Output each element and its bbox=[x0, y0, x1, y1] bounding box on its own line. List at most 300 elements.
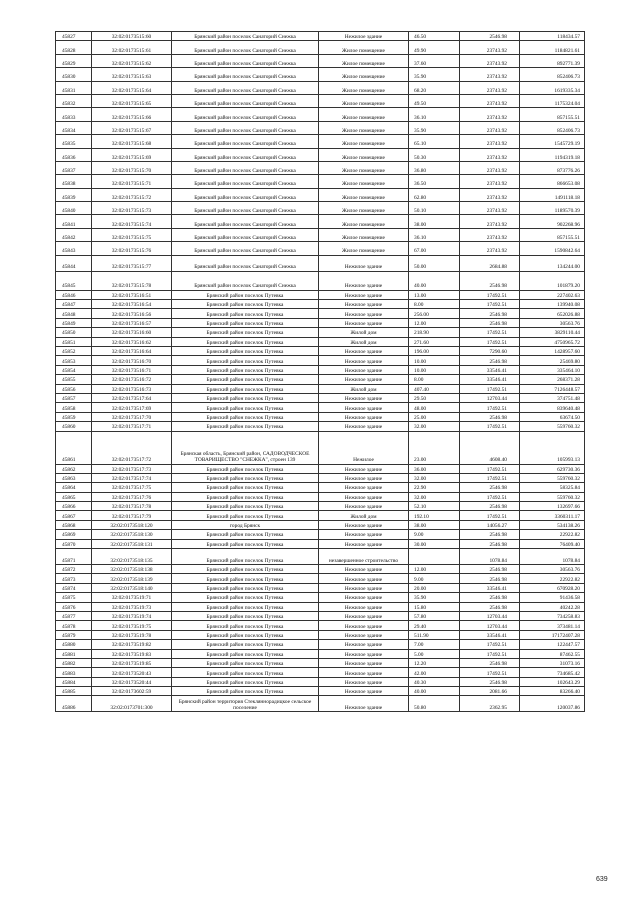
area-cell: 49.50 bbox=[409, 94, 460, 107]
unit-value-cell: 12703.44 bbox=[460, 611, 520, 620]
row-number-cell: 45882 bbox=[56, 658, 92, 667]
area-cell: 12.00 bbox=[409, 565, 460, 574]
address-cell: Брянский район поселок Путевка bbox=[172, 464, 319, 473]
cadastral-value-cell: 892771.39 bbox=[520, 54, 585, 67]
cadastral-number-cell: 32:02:0173518:138 bbox=[92, 565, 172, 574]
table-row bbox=[56, 356, 585, 365]
table-row bbox=[56, 228, 585, 241]
address-cell: Брянский район поселок Путевка bbox=[172, 539, 319, 548]
unit-value-cell: 23743.92 bbox=[460, 161, 520, 174]
area-cell: 62.80 bbox=[409, 188, 460, 201]
row-number-cell: 45881 bbox=[56, 649, 92, 658]
cadastral-value-cell: 4750965.72 bbox=[520, 337, 585, 346]
address-cell: Брянский район поселок Путевка bbox=[172, 346, 319, 355]
address-cell: Брянский район поселок Путевка bbox=[172, 658, 319, 667]
unit-value-cell: 17492.51 bbox=[460, 492, 520, 501]
cadastral-number-cell: 32:02:0173518:140 bbox=[92, 583, 172, 592]
object-type-cell: Нежилое здание bbox=[319, 530, 409, 539]
address-cell: Брянский район поселок Путевка bbox=[172, 511, 319, 520]
row-number-cell: 45855 bbox=[56, 375, 92, 384]
cadastral-value-cell: 857155.51 bbox=[520, 108, 585, 121]
row-number-cell: 45865 bbox=[56, 492, 92, 501]
unit-value-cell: 2546.98 bbox=[460, 593, 520, 602]
area-cell: 38.00 bbox=[409, 520, 460, 529]
row-number-cell: 45831 bbox=[56, 81, 92, 94]
unit-value-cell: 2546.98 bbox=[460, 412, 520, 421]
row-number-cell: 45833 bbox=[56, 108, 92, 121]
area-cell: 36.80 bbox=[409, 161, 460, 174]
table-row bbox=[56, 161, 585, 174]
row-number-cell: 45853 bbox=[56, 356, 92, 365]
unit-value-cell: 2546.98 bbox=[460, 309, 520, 318]
area-cell: 9.00 bbox=[409, 530, 460, 539]
cadastral-number-cell: 32:02:0173519:82 bbox=[92, 640, 172, 649]
address-cell: Брянский район поселок Путевка bbox=[172, 356, 319, 365]
table-row bbox=[56, 602, 585, 611]
unit-value-cell: 23743.92 bbox=[460, 228, 520, 241]
area-cell: 8.00 bbox=[409, 300, 460, 309]
object-type-cell: Жилое помещение bbox=[319, 161, 409, 174]
object-type-cell: Нежилое здание bbox=[319, 492, 409, 501]
object-type-cell: Жилой дом bbox=[319, 328, 409, 337]
cadastral-number-cell: 32:02:0173701:300 bbox=[92, 696, 172, 712]
object-type-cell: Нежилое здание bbox=[319, 375, 409, 384]
unit-value-cell: 14056.27 bbox=[460, 520, 520, 529]
row-number-cell: 45859 bbox=[56, 412, 92, 421]
object-type-cell: незавершенное строительство bbox=[319, 549, 409, 565]
table-row bbox=[56, 422, 585, 431]
cadastral-value-cell: 118434.57 bbox=[520, 32, 585, 41]
unit-value-cell: 23743.92 bbox=[460, 188, 520, 201]
cadastral-number-cell: 32:02:0173515:64 bbox=[92, 81, 172, 94]
table-row bbox=[56, 375, 585, 384]
cadastral-value-cell: 22922.82 bbox=[520, 530, 585, 539]
cadastral-value-cell: 1194319.18 bbox=[520, 148, 585, 161]
table-row bbox=[56, 384, 585, 393]
area-cell: 37.60 bbox=[409, 54, 460, 67]
cadastral-value-cell: 559760.32 bbox=[520, 422, 585, 431]
row-number-cell: 45884 bbox=[56, 677, 92, 686]
object-type-cell: Жилой дом bbox=[319, 384, 409, 393]
row-number-cell: 45858 bbox=[56, 403, 92, 412]
cadastral-number-cell: 32:02:0173517:78 bbox=[92, 502, 172, 511]
address-cell: Брянский район поселок Санаторий Снежка bbox=[172, 32, 319, 41]
object-type-cell: Жилой дом bbox=[319, 511, 409, 520]
object-type-cell: Нежилое здание bbox=[319, 593, 409, 602]
cadastral-value-cell: 559760.32 bbox=[520, 492, 585, 501]
unit-value-cell: 2546.98 bbox=[460, 602, 520, 611]
cadastral-number-cell: 32:02:0173517:69 bbox=[92, 403, 172, 412]
area-cell: 46.50 bbox=[409, 32, 460, 41]
cadastral-value-cell: 902268.96 bbox=[520, 215, 585, 228]
row-number-cell: 45845 bbox=[56, 271, 92, 290]
address-cell: Брянский район поселок Путевка bbox=[172, 611, 319, 620]
cadastral-number-cell: 32:02:0173520:43 bbox=[92, 668, 172, 677]
area-cell: 13.00 bbox=[409, 290, 460, 299]
address-cell: Брянский район поселок Путевка bbox=[172, 375, 319, 384]
page-number: 639 bbox=[596, 876, 608, 883]
cadastral-value-cell: 1428957.60 bbox=[520, 346, 585, 355]
cadastral-value-cell: 852406.73 bbox=[520, 121, 585, 134]
cadastral-value-cell: 63674.50 bbox=[520, 412, 585, 421]
cadastral-value-cell: 101879.20 bbox=[520, 271, 585, 290]
table-row bbox=[56, 668, 585, 677]
object-type-cell: Нежилое здание bbox=[319, 583, 409, 592]
row-number-cell: 45883 bbox=[56, 668, 92, 677]
object-type-cell: Жилое помещение bbox=[319, 81, 409, 94]
row-number-cell: 45857 bbox=[56, 393, 92, 402]
area-cell: 50.80 bbox=[409, 696, 460, 712]
unit-value-cell: 23743.92 bbox=[460, 41, 520, 54]
object-type-cell: Нежилое bbox=[319, 431, 409, 464]
object-type-cell: Нежилое здание bbox=[319, 393, 409, 402]
cadastral-number-cell: 32:02:0173517:72 bbox=[92, 431, 172, 464]
address-cell: Брянский район поселок Путевка bbox=[172, 687, 319, 696]
table-row bbox=[56, 202, 585, 215]
address-cell: Брянский район поселок Путевка bbox=[172, 593, 319, 602]
address-cell: Брянский район поселок Путевка bbox=[172, 422, 319, 431]
row-number-cell: 45860 bbox=[56, 422, 92, 431]
address-cell: Брянский район поселок Санаторий Снежка bbox=[172, 108, 319, 121]
area-cell: 192.10 bbox=[409, 511, 460, 520]
address-cell: Брянский район поселок Путевка bbox=[172, 583, 319, 592]
table-row bbox=[56, 583, 585, 592]
area-cell: 29.50 bbox=[409, 393, 460, 402]
area-cell: 50.10 bbox=[409, 202, 460, 215]
area-cell: 407.40 bbox=[409, 384, 460, 393]
cadastral-number-cell: 32:02:0173517:79 bbox=[92, 511, 172, 520]
object-type-cell: Жилое помещение bbox=[319, 242, 409, 255]
row-number-cell: 45842 bbox=[56, 228, 92, 241]
cadastral-number-cell: 32:02:0173515:70 bbox=[92, 161, 172, 174]
cadastral-number-cell: 32:02:0173517:71 bbox=[92, 422, 172, 431]
cadastral-number-cell: 32:02:0173519:71 bbox=[92, 593, 172, 602]
table-row bbox=[56, 365, 585, 374]
address-cell: Брянский район поселок Санаторий Снежка bbox=[172, 121, 319, 134]
unit-value-cell: 23743.92 bbox=[460, 135, 520, 148]
cadastral-number-cell: 32:02:0173515:62 bbox=[92, 54, 172, 67]
row-number-cell: 45835 bbox=[56, 135, 92, 148]
row-number-cell: 45866 bbox=[56, 502, 92, 511]
cadastral-number-cell: 32:02:0173516:56 bbox=[92, 309, 172, 318]
cadastral-value-cell: 31073.16 bbox=[520, 658, 585, 667]
cadastral-value-cell: 1491118.18 bbox=[520, 188, 585, 201]
unit-value-cell: 2684.88 bbox=[460, 255, 520, 271]
area-cell: 12.00 bbox=[409, 318, 460, 327]
cadastral-value-cell: 17172407.28 bbox=[520, 630, 585, 639]
row-number-cell: 45876 bbox=[56, 602, 92, 611]
address-cell: Брянский район поселок Путевка bbox=[172, 483, 319, 492]
row-number-cell: 45832 bbox=[56, 94, 92, 107]
unit-value-cell: 17492.51 bbox=[460, 337, 520, 346]
row-number-cell: 45847 bbox=[56, 300, 92, 309]
unit-value-cell: 1078.84 bbox=[460, 549, 520, 565]
address-cell: Брянский район поселок Путевка bbox=[172, 318, 319, 327]
area-cell: 15.80 bbox=[409, 602, 460, 611]
table-row bbox=[56, 611, 585, 620]
cadastral-number-cell: 32:02:0173518:131 bbox=[92, 539, 172, 548]
address-cell: Брянский район поселок Санаторий Снежка bbox=[172, 202, 319, 215]
address-cell: город Брянск bbox=[172, 520, 319, 529]
table-row bbox=[56, 431, 585, 464]
cadastral-number-cell: 32:02:0173515:76 bbox=[92, 242, 172, 255]
unit-value-cell: 12703.44 bbox=[460, 393, 520, 402]
object-type-cell: Нежилое здание bbox=[319, 677, 409, 686]
unit-value-cell: 17492.51 bbox=[460, 422, 520, 431]
cadastral-number-cell: 32:02:0173517:75 bbox=[92, 483, 172, 492]
address-cell: Брянский район поселок Санаторий Снежка bbox=[172, 188, 319, 201]
address-cell: Брянский район поселок Путевка bbox=[172, 290, 319, 299]
address-cell: Брянский район поселок Санаторий Снежка bbox=[172, 135, 319, 148]
row-number-cell: 45872 bbox=[56, 565, 92, 574]
cadastral-value-cell: 3360311.17 bbox=[520, 511, 585, 520]
address-cell: Брянский район поселок Путевка bbox=[172, 621, 319, 630]
table-row bbox=[56, 32, 585, 41]
area-cell: 36.10 bbox=[409, 108, 460, 121]
row-number-cell: 45850 bbox=[56, 328, 92, 337]
table-row bbox=[56, 403, 585, 412]
table-row bbox=[56, 520, 585, 529]
cadastral-value-cell: 734685.42 bbox=[520, 668, 585, 677]
object-type-cell: Нежилое здание bbox=[319, 668, 409, 677]
object-type-cell: Жилое помещение bbox=[319, 54, 409, 67]
address-cell: Брянский район поселок Санаторий Снежка bbox=[172, 54, 319, 67]
address-cell: Брянский район поселок Санаторий Снежка bbox=[172, 215, 319, 228]
table-row bbox=[56, 175, 585, 188]
table-row bbox=[56, 81, 585, 94]
table-row bbox=[56, 574, 585, 583]
object-type-cell: Жилое помещение bbox=[319, 121, 409, 134]
cadastral-number-cell: 32:02:0173518:120 bbox=[92, 520, 172, 529]
unit-value-cell: 2546.98 bbox=[460, 32, 520, 41]
unit-value-cell: 2081.66 bbox=[460, 687, 520, 696]
unit-value-cell: 2546.98 bbox=[460, 271, 520, 290]
cadastral-number-cell: 32:02:0173517:64 bbox=[92, 393, 172, 402]
row-number-cell: 45875 bbox=[56, 593, 92, 602]
table-row bbox=[56, 621, 585, 630]
area-cell: 50.30 bbox=[409, 148, 460, 161]
object-type-cell: Нежилое здание bbox=[319, 356, 409, 365]
cadastral-number-cell: 32:02:0173515:71 bbox=[92, 175, 172, 188]
cadastral-number-cell: 32:02:0173602:59 bbox=[92, 687, 172, 696]
cadastral-number-cell: 32:02:0173515:66 bbox=[92, 108, 172, 121]
cadastral-number-cell: 32:02:0173516:72 bbox=[92, 375, 172, 384]
row-number-cell: 45840 bbox=[56, 202, 92, 215]
cadastral-number-cell: 32:02:0173516:60 bbox=[92, 328, 172, 337]
address-cell: Брянский район поселок Путевка bbox=[172, 412, 319, 421]
object-type-cell: Жилое помещение bbox=[319, 188, 409, 201]
object-type-cell: Нежилое здание bbox=[319, 483, 409, 492]
cadastral-number-cell: 32:02:0173515:60 bbox=[92, 32, 172, 41]
cadastral-number-cell: 32:02:0173515:78 bbox=[92, 271, 172, 290]
area-cell: 40.00 bbox=[409, 687, 460, 696]
object-type-cell: Жилое помещение bbox=[319, 202, 409, 215]
address-cell: Брянский район поселок Санаторий Снежка bbox=[172, 148, 319, 161]
object-type-cell: Нежилое здание bbox=[319, 611, 409, 620]
table-body bbox=[56, 32, 585, 712]
address-cell: Брянский район поселок Путевка bbox=[172, 365, 319, 374]
cadastral-number-cell: 32:02:0173515:74 bbox=[92, 215, 172, 228]
area-cell: 32.00 bbox=[409, 422, 460, 431]
area-cell: 57.80 bbox=[409, 611, 460, 620]
area-cell: 32.00 bbox=[409, 473, 460, 482]
object-type-cell: Нежилое здание bbox=[319, 602, 409, 611]
cadastral-number-cell: 32:02:0173515:73 bbox=[92, 202, 172, 215]
unit-value-cell: 23743.92 bbox=[460, 68, 520, 81]
cadastral-number-cell: 32:02:0173519:85 bbox=[92, 658, 172, 667]
unit-value-cell: 2546.98 bbox=[460, 539, 520, 548]
area-cell: 256.00 bbox=[409, 309, 460, 318]
table-row bbox=[56, 318, 585, 327]
cadastral-value-cell: 534138.26 bbox=[520, 520, 585, 529]
object-type-cell: Жилой дом bbox=[319, 337, 409, 346]
area-cell: 40.00 bbox=[409, 271, 460, 290]
address-cell: Брянский район поселок Путевка bbox=[172, 630, 319, 639]
table-row bbox=[56, 135, 585, 148]
cadastral-value-cell: 3829110.44 bbox=[520, 328, 585, 337]
unit-value-cell: 33546.41 bbox=[460, 375, 520, 384]
cadastral-number-cell: 32:02:0173520:44 bbox=[92, 677, 172, 686]
unit-value-cell: 23743.92 bbox=[460, 81, 520, 94]
row-number-cell: 45856 bbox=[56, 384, 92, 393]
cadastral-value-cell: 30563.76 bbox=[520, 318, 585, 327]
area-cell: 20.00 bbox=[409, 583, 460, 592]
row-number-cell: 45877 bbox=[56, 611, 92, 620]
unit-value-cell: 23743.92 bbox=[460, 202, 520, 215]
cadastral-value-cell: 559760.32 bbox=[520, 473, 585, 482]
row-number-cell: 45873 bbox=[56, 574, 92, 583]
area-cell: 196.00 bbox=[409, 346, 460, 355]
cadastral-number-cell: 32:02:0173517:76 bbox=[92, 492, 172, 501]
table-row bbox=[56, 41, 585, 54]
cadastral-value-cell: 122447.57 bbox=[520, 640, 585, 649]
table-row bbox=[56, 148, 585, 161]
table-row bbox=[56, 549, 585, 565]
area-cell: 42.00 bbox=[409, 668, 460, 677]
unit-value-cell: 17492.51 bbox=[460, 649, 520, 658]
unit-value-cell: 2546.98 bbox=[460, 356, 520, 365]
table-row bbox=[56, 346, 585, 355]
row-number-cell: 45848 bbox=[56, 309, 92, 318]
cadastral-number-cell: 32:02:0173518:139 bbox=[92, 574, 172, 583]
object-type-cell: Нежилое здание bbox=[319, 687, 409, 696]
address-cell: Брянский район поселок Путевка bbox=[172, 473, 319, 482]
row-number-cell: 45886 bbox=[56, 696, 92, 712]
cadastral-number-cell: 32:02:0173516:64 bbox=[92, 346, 172, 355]
address-cell: Брянский район поселок Санаторий Снежка bbox=[172, 271, 319, 290]
cadastral-value-cell: 1545729.19 bbox=[520, 135, 585, 148]
row-number-cell: 45851 bbox=[56, 337, 92, 346]
table-row bbox=[56, 215, 585, 228]
row-number-cell: 45830 bbox=[56, 68, 92, 81]
table-row bbox=[56, 300, 585, 309]
table-row bbox=[56, 630, 585, 639]
address-cell: Брянский район поселок Путевка bbox=[172, 677, 319, 686]
table-row bbox=[56, 687, 585, 696]
table-row bbox=[56, 309, 585, 318]
address-cell: Брянский район поселок Путевка bbox=[172, 549, 319, 565]
address-cell: Брянский район поселок Санаторий Снежка bbox=[172, 228, 319, 241]
cadastral-number-cell: 32:02:0173516:54 bbox=[92, 300, 172, 309]
area-cell: 48.00 bbox=[409, 403, 460, 412]
object-type-cell: Нежилое здание bbox=[319, 346, 409, 355]
cadastral-value-cell: 139940.08 bbox=[520, 300, 585, 309]
address-cell: Брянский район поселок Санаторий Снежка bbox=[172, 242, 319, 255]
row-number-cell: 45870 bbox=[56, 539, 92, 548]
cadastral-number-cell: 32:02:0173515:63 bbox=[92, 68, 172, 81]
area-cell: 7.00 bbox=[409, 640, 460, 649]
object-type-cell: Жилое помещение bbox=[319, 108, 409, 121]
row-number-cell: 45863 bbox=[56, 473, 92, 482]
table-row bbox=[56, 290, 585, 299]
area-cell: 511.90 bbox=[409, 630, 460, 639]
area-cell: 36.10 bbox=[409, 228, 460, 241]
unit-value-cell: 23743.92 bbox=[460, 215, 520, 228]
row-number-cell: 45836 bbox=[56, 148, 92, 161]
table-row bbox=[56, 242, 585, 255]
cadastral-number-cell: 32:02:0173515:61 bbox=[92, 41, 172, 54]
table-row bbox=[56, 530, 585, 539]
unit-value-cell: 17492.51 bbox=[460, 384, 520, 393]
address-cell: Брянская область, Брянский район, САДОВОДЧЕСКОЕ ТОВАРИЩЕСТВО "СНЕЖКА", строен 139 bbox=[172, 431, 319, 464]
area-cell: 35.90 bbox=[409, 593, 460, 602]
cadastral-number-cell: 32:02:0173515:77 bbox=[92, 255, 172, 271]
row-number-cell: 45846 bbox=[56, 290, 92, 299]
address-cell: Брянский район поселок Санаторий Снежка bbox=[172, 68, 319, 81]
object-type-cell: Жилое помещение bbox=[319, 135, 409, 148]
document-table-container bbox=[55, 31, 584, 712]
row-number-cell: 45844 bbox=[56, 255, 92, 271]
cadastral-value-cell: 268371.28 bbox=[520, 375, 585, 384]
row-number-cell: 45834 bbox=[56, 121, 92, 134]
table-row bbox=[56, 511, 585, 520]
cadastral-value-cell: 852406.73 bbox=[520, 68, 585, 81]
area-cell: 25.00 bbox=[409, 412, 460, 421]
unit-value-cell: 23743.92 bbox=[460, 94, 520, 107]
cadastral-value-cell: 374751.48 bbox=[520, 393, 585, 402]
object-type-cell: Жилое помещение bbox=[319, 175, 409, 188]
row-number-cell: 45869 bbox=[56, 530, 92, 539]
cadastral-value-cell: 227402.63 bbox=[520, 290, 585, 299]
address-cell: Брянский район поселок Путевка bbox=[172, 393, 319, 402]
area-cell: 36.00 bbox=[409, 464, 460, 473]
unit-value-cell: 23743.92 bbox=[460, 121, 520, 134]
row-number-cell: 45841 bbox=[56, 215, 92, 228]
table-row bbox=[56, 539, 585, 548]
area-cell: 271.60 bbox=[409, 337, 460, 346]
unit-value-cell: 2546.98 bbox=[460, 677, 520, 686]
cadastral-number-cell: 32:02:0173516:71 bbox=[92, 365, 172, 374]
area-cell: 67.00 bbox=[409, 242, 460, 255]
object-type-cell: Нежилое здание bbox=[319, 32, 409, 41]
table-row bbox=[56, 54, 585, 67]
area-cell: 50.00 bbox=[409, 255, 460, 271]
cadastral-value-cell: 91436.58 bbox=[520, 593, 585, 602]
table-row bbox=[56, 640, 585, 649]
object-type-cell: Нежилое здание bbox=[319, 565, 409, 574]
row-number-cell: 45838 bbox=[56, 175, 92, 188]
cadastral-value-cell: 839640.48 bbox=[520, 403, 585, 412]
unit-value-cell: 2546.98 bbox=[460, 658, 520, 667]
cadastral-number-cell: 32:02:0173519:73 bbox=[92, 602, 172, 611]
cadastral-value-cell: 1078.84 bbox=[520, 549, 585, 565]
row-number-cell: 45852 bbox=[56, 346, 92, 355]
address-cell: Брянский район поселок Путевка bbox=[172, 574, 319, 583]
cadastral-value-cell: 83266.40 bbox=[520, 687, 585, 696]
area-cell: 32.00 bbox=[409, 492, 460, 501]
cadastral-number-cell: 32:02:0173517:70 bbox=[92, 412, 172, 421]
table-row bbox=[56, 492, 585, 501]
